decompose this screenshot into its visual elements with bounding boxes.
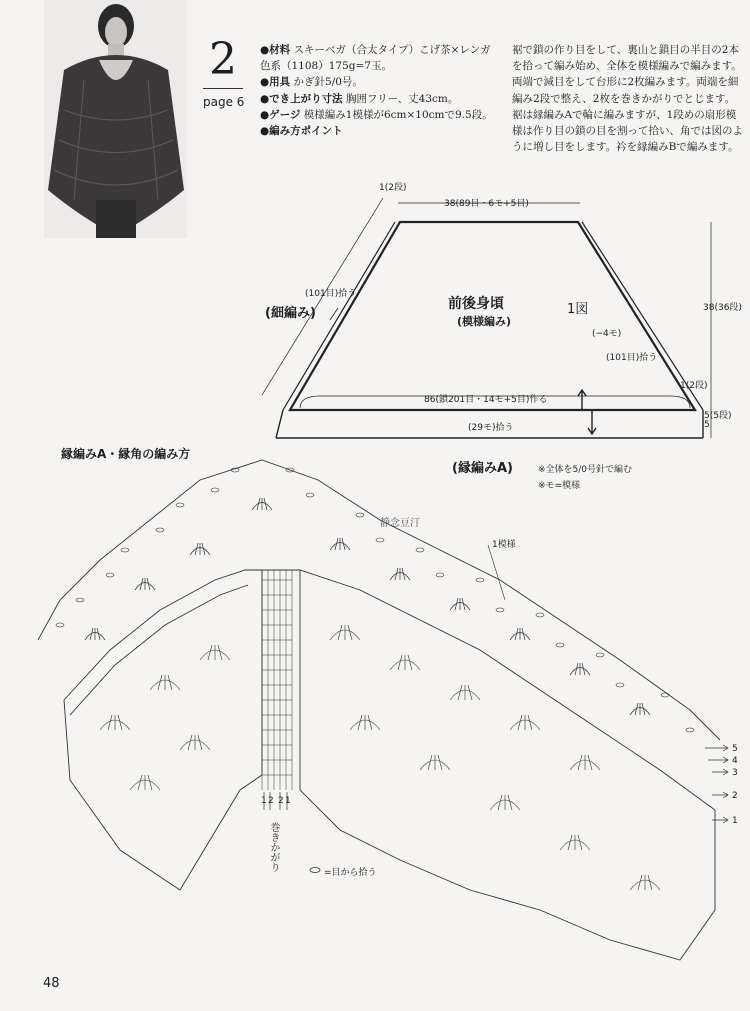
right-height-label: 38(36段)	[703, 303, 742, 313]
row-mark-4: 4	[732, 756, 738, 766]
pattern-number-rule	[203, 88, 243, 89]
center-row-3: 2	[278, 796, 284, 806]
row-mark-2: 2	[732, 791, 738, 801]
page-reference: page 6	[203, 95, 245, 109]
border-height-label: 5(5段)	[704, 411, 732, 421]
join-label: 巻きかがり	[268, 822, 279, 872]
decrease-label: (−4モ)	[592, 329, 622, 339]
small-rows-label: 1(2段)	[680, 381, 708, 391]
row-mark-1: 1	[732, 816, 738, 826]
points-text: 裾で鎖の作り目をして、裏山と鎖目の半目の2本を拾って編み始め、全体を模様編みで編みます。両端で減目をして台形に2枚編みます。両端を細編み2段で整え、2枚を巻きかがりでとじます。裾は縁編みAで輪に編みますが、1段めの扇形模様は作り目の鎖の目を割って拾い、角では図のように増し目をします。衿を縁編みBで編みます。	[512, 44, 743, 154]
repeat-label: 1模様	[492, 540, 516, 550]
center-row-2: 2	[268, 796, 274, 806]
gauge-text: 模様編み1模様が6cm×10cmで9.5段。	[303, 108, 493, 121]
tools-text: かぎ針5/0号。	[293, 76, 363, 89]
gauge-label: ●ゲージ	[260, 108, 301, 121]
top-left-rows: 1(2段)	[379, 183, 407, 193]
bottom-border-label: (縁編みA)	[452, 461, 513, 476]
tools-label: ●用具	[260, 76, 291, 89]
row-mark-3: 3	[732, 768, 738, 778]
center-row-1: 1	[261, 796, 267, 806]
right-pick-label: (101目)拾う	[606, 353, 658, 363]
materials-label: ●材料	[260, 44, 291, 56]
instructions-left	[260, 42, 500, 139]
watermark-text: 静念豆汀	[380, 518, 420, 529]
pattern-number: 2	[209, 34, 237, 85]
page-number: 48	[43, 976, 60, 991]
edging-chart	[38, 460, 728, 960]
top-width-label: 38(89目・6モ+5目)	[444, 199, 529, 209]
points-label: ●編み方ポイント	[260, 125, 343, 138]
left-edge-label: (細編み)	[265, 306, 316, 321]
pick-29-label: (29モ)拾う	[468, 423, 514, 433]
body-title: 前後身頃	[448, 296, 504, 312]
border-rows-label: 5	[704, 420, 710, 430]
materials-text: スキーベガ（合太タイプ）こげ茶×レンガ色系（1108）175g=7玉。	[260, 44, 491, 73]
body-subtitle: (模様編み)	[457, 315, 512, 328]
size-label: ●でき上がり寸法	[260, 92, 343, 105]
instructions-right	[512, 42, 744, 155]
center-row-4: 1	[285, 796, 291, 806]
note-needle: ※全体を5/0号針で編む	[538, 465, 633, 475]
row-mark-5: 5	[732, 744, 738, 754]
size-text: 胸囲フリー、丈43cm。	[346, 92, 459, 105]
crochet-diagram	[0, 170, 750, 970]
foundation-label: 86(鎖201目・14モ+5目)作る	[424, 395, 548, 405]
stitch-note: =目から拾う	[324, 868, 377, 878]
note-abbrev: ※モ=模様	[538, 481, 581, 491]
left-pick-label: (101目)拾う	[305, 289, 357, 299]
chart-title: 縁編みA・縁角の編み方	[61, 447, 191, 461]
figure-label: 1図	[567, 302, 589, 317]
